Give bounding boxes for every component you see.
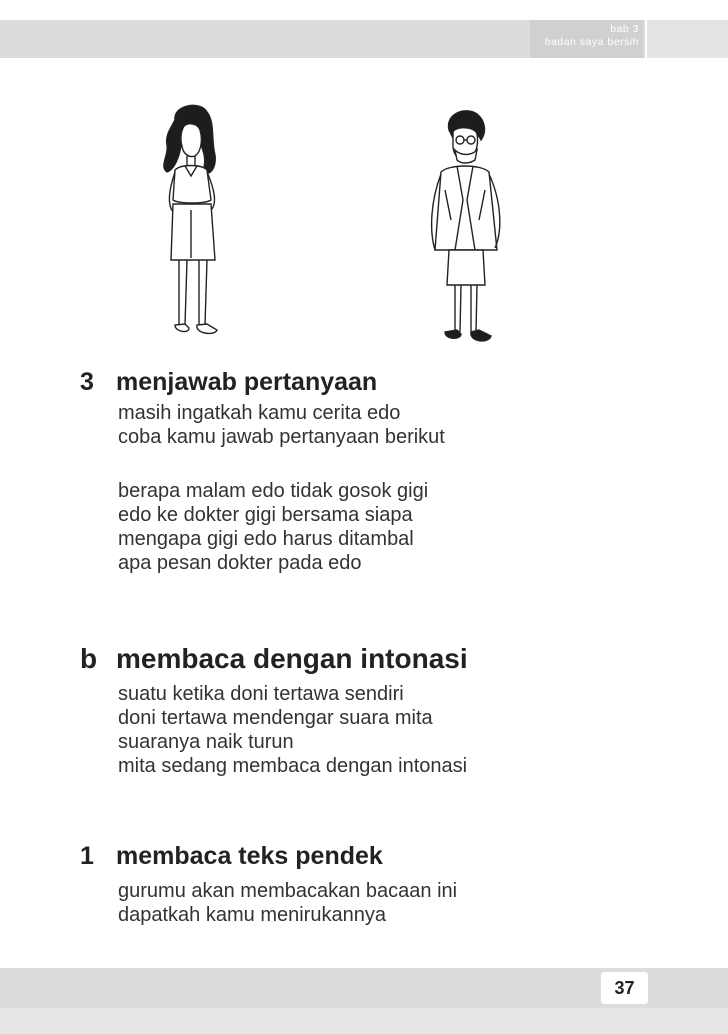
section-heading	[80, 841, 700, 871]
section-title: membaca teks pendek	[116, 842, 383, 870]
question-line: edo ke dokter gigi bersama siapa	[118, 504, 413, 526]
section-membaca-teks-pendek	[80, 841, 700, 927]
page-number: 37	[601, 972, 648, 1004]
section-heading	[80, 367, 700, 397]
footer-bottom-band	[0, 1008, 728, 1034]
text-line: coba kamu jawab pertanyaan berikut	[118, 426, 445, 448]
question-line: mengapa gigi edo harus ditambal	[118, 528, 414, 550]
text-line: masih ingatkah kamu cerita edo	[118, 402, 401, 424]
section-number: 1	[80, 842, 94, 870]
question-line: berapa malam edo tidak gosok gigi	[118, 480, 429, 502]
text-line: dapatkah kamu menirukannya	[118, 904, 386, 926]
chapter-title: badan saya bersih	[544, 36, 639, 48]
section-menjawab-pertanyaan	[80, 367, 700, 575]
text-line: mita sedang membaca dengan intonasi	[118, 755, 468, 777]
text-line: suatu ketika doni tertawa sendiri	[118, 683, 404, 705]
section-heading	[80, 644, 700, 674]
header-right-block	[647, 20, 728, 58]
doctor-illustration	[415, 100, 525, 350]
text-line: doni tertawa mendengar suara mita	[118, 707, 433, 729]
section-number: b	[80, 643, 98, 674]
section-title: menjawab pertanyaan	[116, 368, 378, 396]
text-line: gurumu akan membacakan bacaan ini	[118, 880, 458, 902]
chapter-number: bab 3	[610, 23, 639, 35]
girl-illustration	[145, 100, 245, 350]
question-line: apa pesan dokter pada edo	[118, 552, 362, 574]
section-title: membaca dengan intonasi	[116, 643, 468, 674]
section-number: 3	[80, 368, 94, 396]
section-membaca-dengan-intonasi	[80, 644, 700, 778]
running-header	[530, 20, 643, 58]
text-line: suaranya naik turun	[118, 731, 294, 753]
